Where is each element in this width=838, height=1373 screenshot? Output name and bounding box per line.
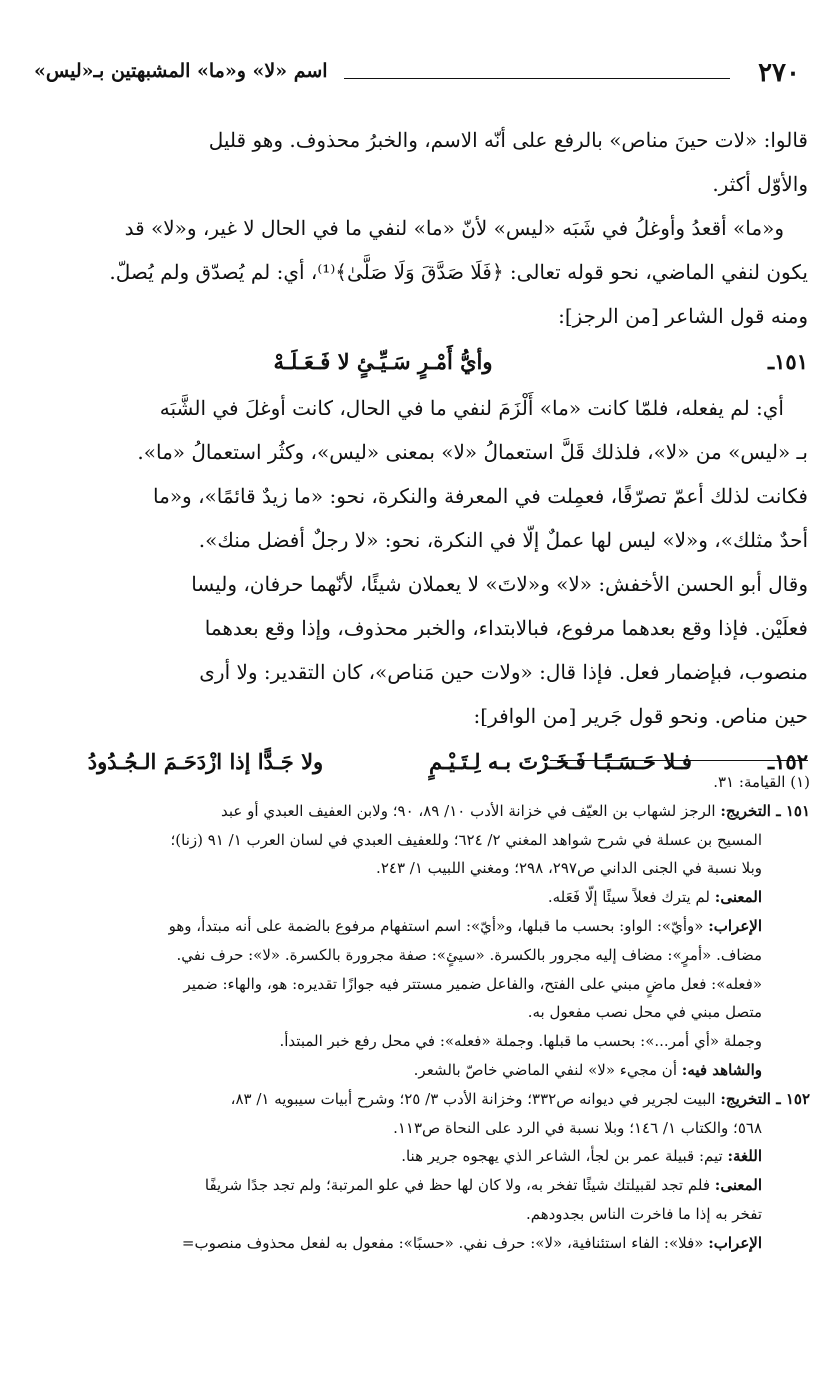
footnote-label: الإعراب:	[708, 1233, 762, 1252]
text-line: قالوا: «لات حينَ مناص» بالرفع على أنّه الاسم، والخبرُ محذوف. وهو قليل	[208, 128, 808, 152]
footnote-line: ٥٦٨؛ والكتاب ١/ ١٤٦؛ وبلا نسبة في الرد على النحاة ص١١٣.	[393, 1118, 762, 1137]
footnotes	[20, 768, 810, 1258]
header-rule	[344, 78, 730, 79]
footnote-line	[20, 883, 810, 912]
footnote-separator	[550, 760, 808, 761]
text-line: بـ «ليس» من «لا»، فلذلك قَلَّ استعمالُ «لا» بمعنى «ليس»، وكثُر استعمالُ «ما».	[137, 440, 808, 464]
footnote-text: البيت لجرير في ديوانه ص٣٣٢؛ وخزانة الأدب ٣/ ٢٥؛ وشرح أبيات سيبويه ١/ ٨٣،	[230, 1089, 716, 1108]
verse-hemistich: وأيُّ أَمْـرٍ سَـيِّـئٍ لا فَـعَـلَـهْ	[273, 349, 493, 374]
footnote-line: وجملة «أي أمر...»: بحسب ما قبلها. وجملة «فعله»: في محل رفع خبر المبتدأ.	[279, 1032, 762, 1051]
verse-number: ١٥١ـ	[768, 349, 808, 374]
footnote-text: لم يترك فعلاً سيئًا إلّا فَعَله.	[547, 888, 710, 907]
footnote-line	[20, 797, 810, 826]
text-line: حين مناص. ونحو قول جَرير [من الوافر]:	[473, 704, 808, 728]
main-text	[28, 118, 808, 786]
footnote-line	[20, 1171, 810, 1200]
footnote-label: اللغة:	[727, 1147, 762, 1166]
footnote-label: والشاهد فيه:	[681, 1060, 762, 1079]
footnote-line	[20, 1142, 810, 1171]
text-line: والأوّل أكثر.	[712, 172, 808, 196]
text-line: أحدٌ مثلك»، و«لا» ليس لها عملٌ إلّا في النكرة، نحو: «لا رجلٌ أفضل منك».	[198, 528, 808, 552]
running-header	[24, 58, 808, 88]
footnote-line: تفخر به إذا ما فاخرت الناس بجدودهم.	[525, 1204, 762, 1223]
running-title: اسم «لا» و«ما» المشبهتين بـ«ليس»	[34, 60, 328, 82]
footnote-line	[20, 1085, 810, 1114]
text-line: يكون لنفي الماضي، نحو قوله تعالى: ﴿فَلَا صَدَّقَ وَلَا صَلَّىٰ﴾⁽¹⁾، أي: لم يُصدّق ولم يُصلّ.	[109, 260, 808, 284]
verse-151	[28, 338, 808, 386]
footnote-text: فلم تجد لقبيلتك شيئًا تفخر به، ولا كان لها حظ في علو المرتبة؛ ولم تجد جدًا شريفًا	[204, 1176, 710, 1195]
footnote-text: تيم: قبيلة عمر بن لجأ، الشاعر الذي يهجوه جرير هنا.	[401, 1147, 723, 1166]
footnote-1: (١) القيامة: ٣١.	[713, 773, 810, 791]
footnote-text: «وأيّ»: الواو: بحسب ما قبلها، و«أيّ»: اسم استفهام مرفوع بالضمة على أنه مبتدأ، وهو	[168, 916, 704, 935]
footnote-line: وبلا نسبة في الجنى الداني ص٢٩٧، ٢٩٨؛ ومغني اللبيب ١/ ٢٤٣.	[376, 859, 762, 878]
text-line: ومنه قول الشاعر [من الرجز]:	[558, 304, 808, 328]
footnote-label: المعنى:	[714, 888, 762, 907]
footnote-line	[20, 912, 810, 941]
text-line: و«ما» أقعدُ وأوغلُ في شَبَه «ليس» لأنّ «ما» لنفي ما في الحال لا غير، و«لا» قد	[124, 216, 784, 240]
verse-second-hemistich: ولا جَـدًّا إذا ازْدَحَـمَ الـجُـدُودُ	[87, 749, 324, 774]
footnote-label: الإعراب:	[708, 916, 762, 935]
footnote-line: متصل مبني في محل نصب مفعول به.	[527, 1003, 762, 1022]
footnote-line: «فعله»: فعل ماضٍ مبني على الفتح، والفاعل ضمير مستتر فيه جوازًا تقديره: هو، والهاء: ضمير	[183, 974, 762, 993]
text-line: منصوب، فبإضمار فعل. فإذا قال: «ولات حين مَناص»، كان التقدير: ولا أرى	[199, 660, 808, 684]
text-line: وقال أبو الحسن الأخفش: «لا» و«لاتَ» لا يعملان شيئًا، لأنّهما حرفان، وليسا	[191, 572, 808, 596]
text-line: أي: لم يفعله، فلمّا كانت «ما» أَلْزَمَ لنفي ما في الحال، كانت أوغلَ في الشَّبَه	[159, 396, 784, 420]
footnote-text: أن مجيء «لا» لنفي الماضي خاصّ بالشعر.	[413, 1060, 677, 1079]
footnote-label: ١٥٢ ـ التخريج:	[720, 1089, 810, 1108]
text-line: فكانت لذلك أعمّ تصرّفًا، فعمِلت في المعرفة والنكرة، نحو: «ما زيدٌ قائمًا»، و«ما	[153, 484, 808, 508]
footnote-label: ١٥١ ـ التخريج:	[720, 801, 810, 820]
footnote-text: «فلا»: الفاء استئنافية، «لا»: حرف نفي. «حسبًا»: مفعول به لفعل محذوف منصوب=	[181, 1233, 704, 1252]
footnote-line: المسيح بن عسلة في شرح شواهد المغني ٢/ ٦٢٤؛ وللعفيف العبدي في لسان العرب ١/ ٩١ (زنا)؛	[170, 830, 762, 849]
footnote-line: مضاف. «أمرٍ»: مضاف إليه مجرور بالكسرة. «سيئٍ»: صفة مجرورة بالكسرة. «لا»: حرف نفي.	[176, 945, 762, 964]
page-number: ٢٧٠	[758, 58, 800, 88]
verse-number: ١٥٢ـ	[768, 749, 808, 774]
footnote-line	[20, 1229, 810, 1258]
footnote-label: المعنى:	[714, 1176, 762, 1195]
footnote-line	[20, 1056, 810, 1085]
text-line: فعلَيْن. فإذا وقع بعدهما مرفوع، فبالابتداء، والخبر محذوف، وإذا وقع بعدهما	[204, 616, 808, 640]
footnote-text: الرجز لشهاب بن العيّف في خزانة الأدب ١٠/ ٨٩، ٩٠؛ ولابن العفيف العبدي أو عبد	[221, 801, 716, 820]
verse-first-hemistich: فـلا حَـسَـبًـا فَـخَـرْتَ بـه لِـتَـيْـمٍ	[429, 749, 692, 774]
